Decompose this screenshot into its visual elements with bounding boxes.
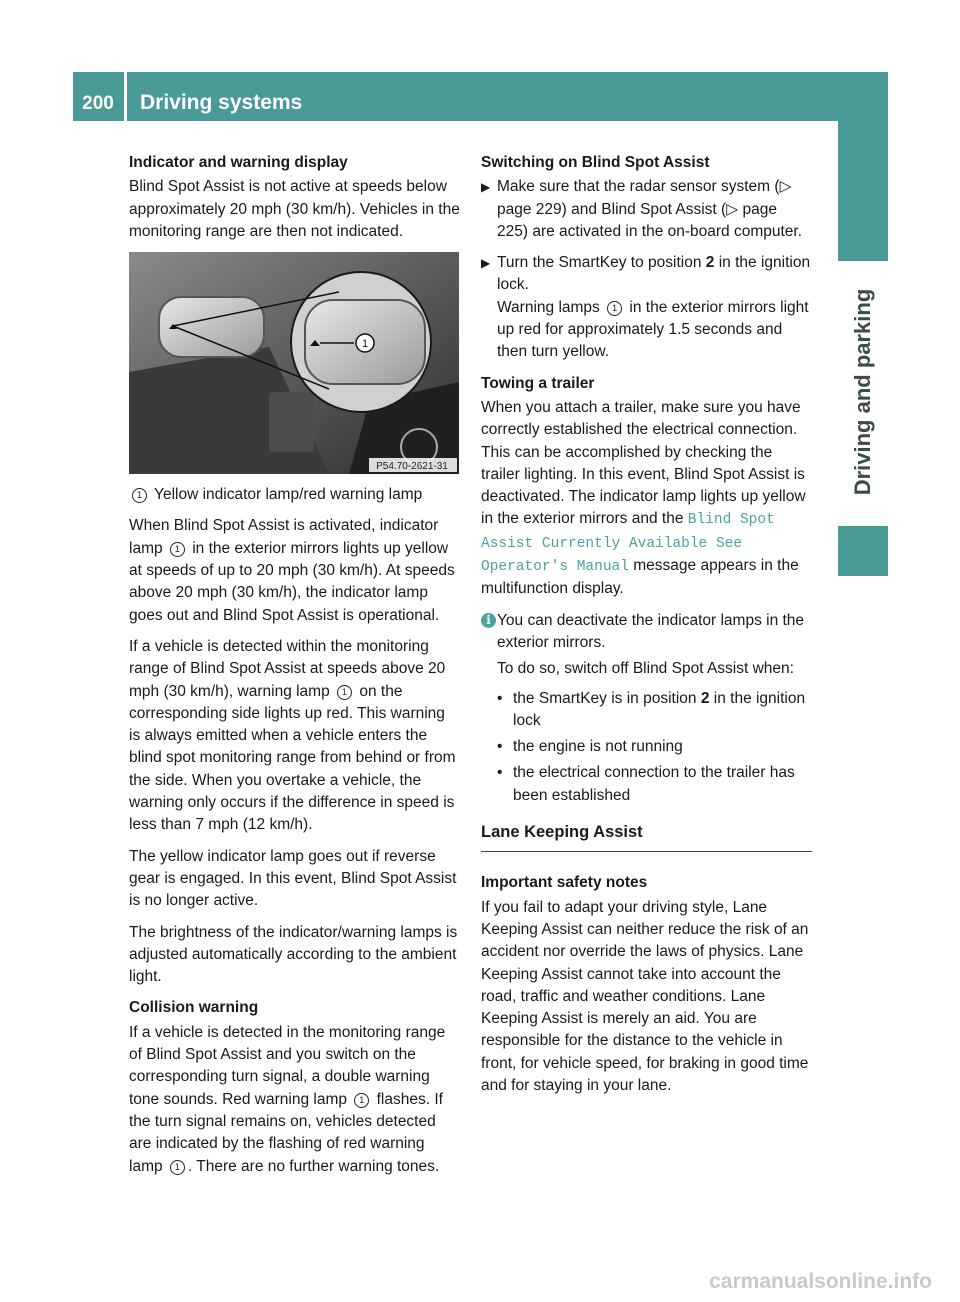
instruction-step: ▶ Make sure that the radar sensor system (▷ page 229) and Blind Spot Assist (▷ page 225) are activated in the on-board computer. (481, 178, 803, 240)
paragraph: If you fail to adapt your driving style, Lane Keeping Assist can neither reduce the risk of an accident nor override the laws of physics. Lane Keeping Assist cannot take into account the road, traffic and weather conditions. Lane Keeping Assist is merely an aid. You are responsible for the distance to the vehicle in front, for vehicle speed, for braking in good time and for staying in your lane. (481, 898, 809, 1094)
bullet-icon: • (497, 738, 503, 756)
photo-code: P54.70-2621-31 (376, 461, 448, 473)
callout-marker: 1 (170, 1160, 185, 1175)
paragraph: The yellow indicator lamp goes out if reverse gear is engaged. In this event, Blind Spot Assist is no longer active. (129, 847, 457, 910)
heading-safety-notes: Important safety notes (481, 874, 648, 892)
header-divider (124, 72, 127, 121)
page-title: Driving systems (140, 91, 303, 114)
paragraph: When Blind Spot Assist is activated, indicator lamp 1 in the exterior mirrors lights up yellow at speeds of up to 20 mph (30 km/h). At speeds above 20 mph (30 km/h), the indicator lamp goes out and Blind Spot Assist is operational. (129, 517, 455, 624)
heading-collision-warning: Collision warning (129, 999, 259, 1017)
callout-marker: 1 (354, 1093, 369, 1108)
instruction-step: ▶ Turn the SmartKey to position 2 in the ignition lock. Warning lamps 1 in the exterior mirrors light up red for approximately 1.5 seconds and then turn yellow. (481, 254, 811, 361)
right-column (481, 152, 812, 1106)
info-note: i You can deactivate the indicator lamps in the exterior mirrors. (481, 610, 812, 655)
chapter-tab-marker (838, 526, 888, 576)
display-message: Blind Spot Assist Currently Available See Operator's Manual (481, 512, 775, 576)
section-title-lane-keeping: Lane Keeping Assist (481, 821, 812, 852)
info-note-text: To do so, switch off Blind Spot Assist when: (497, 660, 794, 678)
heading-indicator-display: Indicator and warning display (129, 154, 348, 171)
step-arrow-icon: ▶ (481, 256, 491, 271)
paragraph: If a vehicle is detected within the monitoring range of Blind Spot Assist at speeds above 20 mph (30 km/h), warning lamp 1 on the corresponding side lights up red. This warning is always emitted when a vehicle enters the blind spot monitoring range from behind or from the side. When you overtake a vehicle, the warning only occurs if the difference in speed is less than 7 mph (12 km/h). (129, 637, 456, 834)
page-reference[interactable]: page 229 (497, 200, 562, 218)
photo-caption: 1 Yellow indicator lamp/red warning lamp (129, 484, 460, 506)
callout-marker: 1 (132, 488, 147, 503)
paragraph: When you attach a trailer, make sure you have correctly established the electrical connection. This can be accomplished by checking the trailer lighting. In this event, Blind Spot Assist is deactivated. The indicator lamp lights up yellow in the exterior mirrors and the Blind Spot Assist Currently Available See Operator's Manual message appears in the multifunction display. (481, 398, 806, 598)
watermark: carmanualsonline.info (709, 1270, 932, 1293)
callout-marker: 1 (337, 685, 352, 700)
heading-towing: Towing a trailer (481, 374, 595, 392)
page-number: 200 (82, 93, 114, 114)
list-item: • the engine is not running (481, 736, 812, 758)
bullet-icon: • (497, 764, 503, 782)
chapter-tab (838, 121, 888, 261)
heading-switching-on: Switching on Blind Spot Assist (481, 154, 710, 171)
paragraph: Blind Spot Assist is not active at speeds below approximately 20 mph (30 km/h). Vehicles in the monitoring range are then not indicated. (129, 178, 460, 240)
mirror-photo (129, 252, 459, 474)
list-item: • the electrical connection to the trailer has been established (497, 764, 795, 804)
footer (0, 1270, 960, 1294)
info-icon: i (481, 613, 496, 628)
list-item: • the SmartKey is in position 2 in the ignition lock (497, 689, 806, 729)
paragraph: If a vehicle is detected in the monitoring range of Blind Spot Assist and you switch on the corresponding turn signal, a double warning tone sounds. Red warning lamp 1 flashes. If the turn signal remains on, vehicles detected are indicated by the flashing of red warning lamp 1 . There are no further warning tones. (129, 1023, 446, 1175)
callout-marker: 1 (607, 301, 622, 316)
page-reference[interactable]: page 225 (497, 200, 777, 240)
paragraph: The brightness of the indicator/warning lamps is adjusted automatically according to the ambient light. (129, 923, 458, 986)
callout-number: 1 (361, 338, 369, 351)
callout-marker: 1 (170, 542, 185, 557)
left-column (129, 152, 460, 1187)
bullet-icon: • (497, 689, 503, 707)
step-arrow-icon: ▶ (481, 180, 491, 195)
